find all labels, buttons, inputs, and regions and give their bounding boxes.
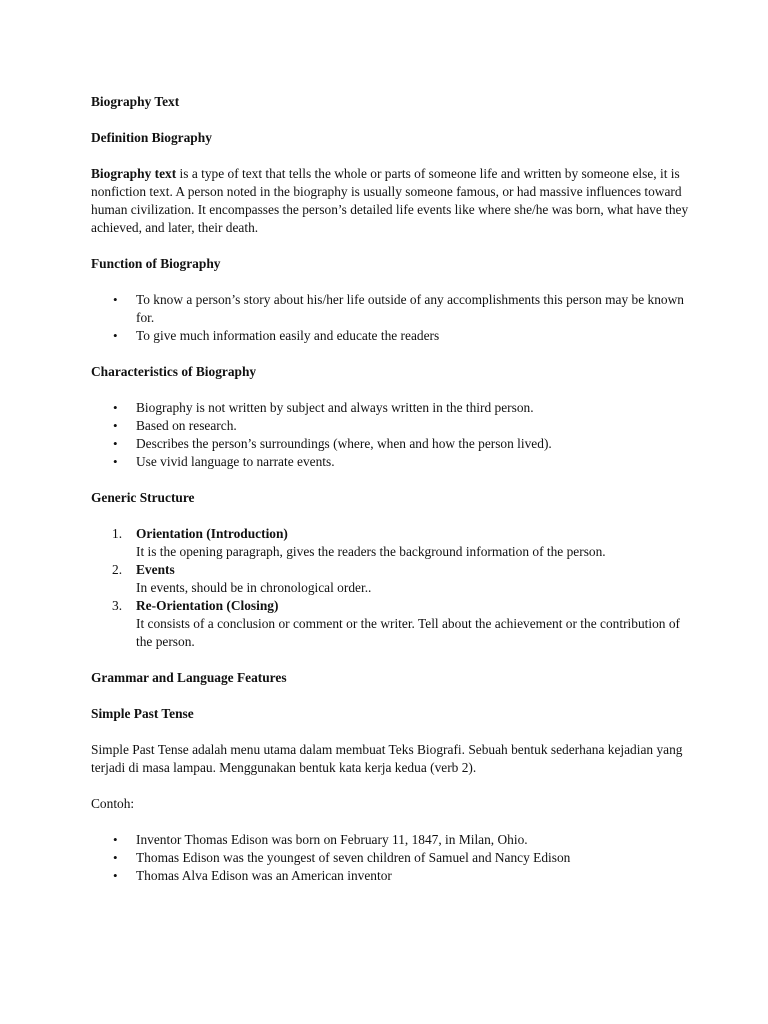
list-item xyxy=(91,453,691,471)
list-item-text: Describes the person’s surroundings (where, when and how the person lived). xyxy=(136,436,552,451)
definition-lead: Biography text xyxy=(91,166,177,181)
examples-list xyxy=(91,831,691,885)
list-item-text: To know a person’s story about his/her life outside of any accomplishments this person may be known for. xyxy=(136,292,684,325)
bullet-icon: • xyxy=(113,832,118,847)
structure-list xyxy=(91,525,691,651)
list-item xyxy=(91,327,691,345)
step-description: It is the opening paragraph, gives the readers the background information of the person. xyxy=(136,544,606,559)
definition-paragraph xyxy=(91,165,691,237)
list-item xyxy=(91,291,691,327)
bullet-icon: • xyxy=(113,418,118,433)
list-number: 1. xyxy=(112,526,123,541)
past-tense-heading: Simple Past Tense xyxy=(91,706,194,721)
list-item xyxy=(91,525,691,561)
list-item xyxy=(91,867,691,885)
list-item xyxy=(91,597,691,651)
list-item-text: Inventor Thomas Edison was born on February 11, 1847, in Milan, Ohio. xyxy=(136,832,528,847)
step-title: Re-Orientation (Closing) xyxy=(136,598,279,613)
step-description: In events, should be in chronological order.. xyxy=(136,580,372,595)
past-tense-paragraph: Simple Past Tense adalah menu utama dalam membuat Teks Biografi. Sebuah bentuk sederhana kejadian yang terjadi di masa lampau. Menggunakan bentuk kata kerja kedua (verb 2). xyxy=(91,742,683,775)
list-item xyxy=(91,399,691,417)
list-item-text: Biography is not written by subject and always written in the third person. xyxy=(136,400,534,415)
definition-heading: Definition Biography xyxy=(91,130,212,145)
list-number: 3. xyxy=(112,598,123,613)
bullet-icon: • xyxy=(113,868,118,883)
list-item-text: Thomas Alva Edison was an American inventor xyxy=(136,868,392,883)
document-body xyxy=(91,93,691,903)
list-item-text: Based on research. xyxy=(136,418,237,433)
function-heading: Function of Biography xyxy=(91,256,221,271)
definition-text: is a type of text that tells the whole or parts of someone life and written by someone else, it is nonfiction text. A person noted in the biography is usually someone famous, or had massive influences toward human civilization. It encompasses the person’s detailed life events like where she/he was born, what have they achieved, and later, their death. xyxy=(91,166,689,235)
step-title: Events xyxy=(136,562,175,577)
bullet-icon: • xyxy=(113,454,118,469)
example-label: Contoh: xyxy=(91,796,135,811)
list-item-text: Use vivid language to narrate events. xyxy=(136,454,335,469)
grammar-heading: Grammar and Language Features xyxy=(91,670,287,685)
list-number: 2. xyxy=(112,562,123,577)
document-title: Biography Text xyxy=(91,94,180,109)
bullet-icon: • xyxy=(113,328,118,343)
list-item xyxy=(91,831,691,849)
step-description: It consists of a conclusion or comment or the writer. Tell about the achievement or the contribution of the person. xyxy=(136,616,680,649)
list-item xyxy=(91,561,691,597)
list-item-text: Thomas Edison was the youngest of seven children of Samuel and Nancy Edison xyxy=(136,850,571,865)
list-item-text: To give much information easily and educate the readers xyxy=(136,328,440,343)
list-item xyxy=(91,417,691,435)
characteristics-heading: Characteristics of Biography xyxy=(91,364,257,379)
structure-heading: Generic Structure xyxy=(91,490,195,505)
step-title: Orientation (Introduction) xyxy=(136,526,288,541)
characteristics-list xyxy=(91,399,691,471)
bullet-icon: • xyxy=(113,400,118,415)
bullet-icon: • xyxy=(113,292,118,307)
bullet-icon: • xyxy=(113,850,118,865)
bullet-icon: • xyxy=(113,436,118,451)
list-item xyxy=(91,435,691,453)
function-list xyxy=(91,291,691,345)
list-item xyxy=(91,849,691,867)
